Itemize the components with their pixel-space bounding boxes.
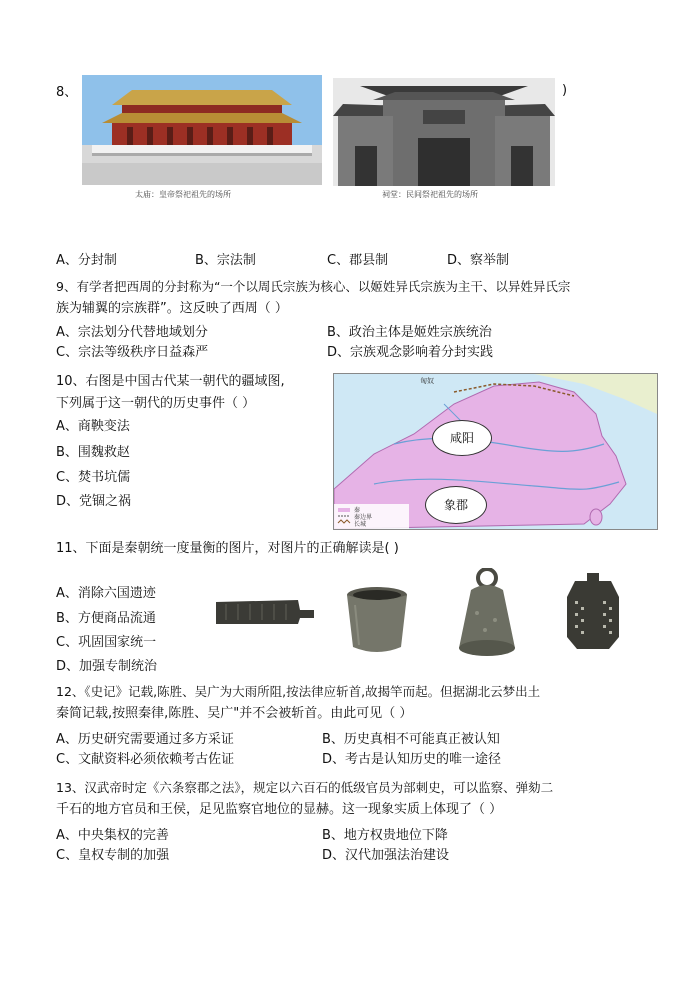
- map-label-xianyang: 咸阳: [432, 420, 492, 456]
- q10-option-c[interactable]: C、焚书坑儒: [56, 470, 131, 485]
- q8-option-b[interactable]: B、宗法制: [195, 253, 256, 268]
- taimiao-caption: 太庙：皇帝祭祀祖先的场所: [135, 190, 231, 199]
- citang-caption: 祠堂：民间祭祀祖先的场所: [382, 190, 478, 199]
- q12-option-b[interactable]: B、历史真相不可能真正被认知: [322, 732, 500, 747]
- q13-stem-line2: 千石的地方官员和王侯，足见监察官地位的显赫。这一现象实质上体现了（ ）: [56, 802, 503, 817]
- q10-option-a[interactable]: A、商鞅变法: [56, 419, 130, 434]
- q9-option-a[interactable]: A、宗法划分代替地域划分: [56, 325, 208, 340]
- map-label-xiangjun: 象郡: [425, 486, 487, 524]
- q10-stem-line2: 下列属于这一朝代的历史事件（ ）: [56, 396, 256, 411]
- q10-option-d[interactable]: D、党锢之祸: [56, 494, 132, 509]
- qin-territory-map: [333, 373, 658, 530]
- q12-stem-line1: 12、《史记》记载,陈胜、吴广为大雨所阻,按法律应斩首,故揭竿而起。但据湖北云梦出土: [56, 684, 541, 699]
- citang-photo: [333, 78, 555, 186]
- q9-stem-line2: 族为辅翼的宗族群”。这反映了西周（ ）: [56, 301, 288, 316]
- bronze-measure-cup-image: [345, 585, 409, 655]
- q11-option-b[interactable]: B、方便商品流通: [56, 611, 156, 626]
- q9-option-c[interactable]: C、宗法等级秩序日益森严: [56, 345, 209, 360]
- q8-option-d[interactable]: D、察举制: [447, 253, 510, 268]
- q11-option-d[interactable]: D、加强专制统治: [56, 659, 158, 674]
- q10-stem-line1: 10、右图是中国古代某一朝代的疆域图,: [56, 374, 285, 389]
- map-legend-qin: 秦: [354, 507, 361, 514]
- q12-option-a[interactable]: A、历史研究需要通过多方采证: [56, 732, 234, 747]
- q8-option-c[interactable]: C、郡县制: [327, 253, 389, 268]
- bronze-weight-bell-image: [455, 568, 520, 660]
- q12-stem-line2: 秦简记载,按照秦律,陈胜、吴广"并不会被斩首。由此可见（ ）: [56, 706, 413, 721]
- taimiao-photo: [82, 75, 322, 185]
- bronze-ruler-image: [214, 598, 314, 626]
- q9-stem-line1: 9、有学者把西周的分封称为“一个以周氏宗族为核心、以姬姓异氏宗族为主干、以异姓异氏宗: [56, 279, 571, 294]
- map-legend-wall: 长城: [354, 521, 367, 528]
- q11-option-c[interactable]: C、巩固国家统一: [56, 635, 157, 650]
- q11-stem: 11、下面是秦朝统一度量衡的图片，对图片的正确解读是( ): [56, 541, 399, 556]
- q11-option-a[interactable]: A、消除六国遗迹: [56, 586, 156, 601]
- q8-paren: ): [562, 83, 568, 98]
- q8-option-a[interactable]: A、分封制: [56, 253, 117, 268]
- q8-number: 8、: [56, 85, 78, 100]
- q13-option-b[interactable]: B、地方权贵地位下降: [322, 828, 448, 843]
- q12-option-c[interactable]: C、文献资料必须依赖考古佐证: [56, 752, 235, 767]
- q13-option-a[interactable]: A、中央集权的完善: [56, 828, 169, 843]
- q13-option-d[interactable]: D、汉代加强法治建设: [322, 848, 450, 863]
- q10-option-b[interactable]: B、围魏救赵: [56, 445, 130, 460]
- q12-option-d[interactable]: D、考古是认知历史的唯一途径: [322, 752, 502, 767]
- q9-option-b[interactable]: B、政治主体是姬姓宗族统治: [327, 325, 492, 340]
- q13-stem-line1: 13、汉武帝时定《六条察郡之法》，规定以六百石的低级官员为部刺史，可以监察、弹劾二: [56, 780, 554, 795]
- bronze-weight-octagonal-image: [565, 573, 621, 651]
- q9-option-d[interactable]: D、宗族观念影响着分封实践: [327, 345, 494, 360]
- map-top-label: 匈奴: [420, 377, 434, 385]
- q13-option-c[interactable]: C、皇权专制的加强: [56, 848, 170, 863]
- map-legend-border: 秦边界: [354, 514, 373, 521]
